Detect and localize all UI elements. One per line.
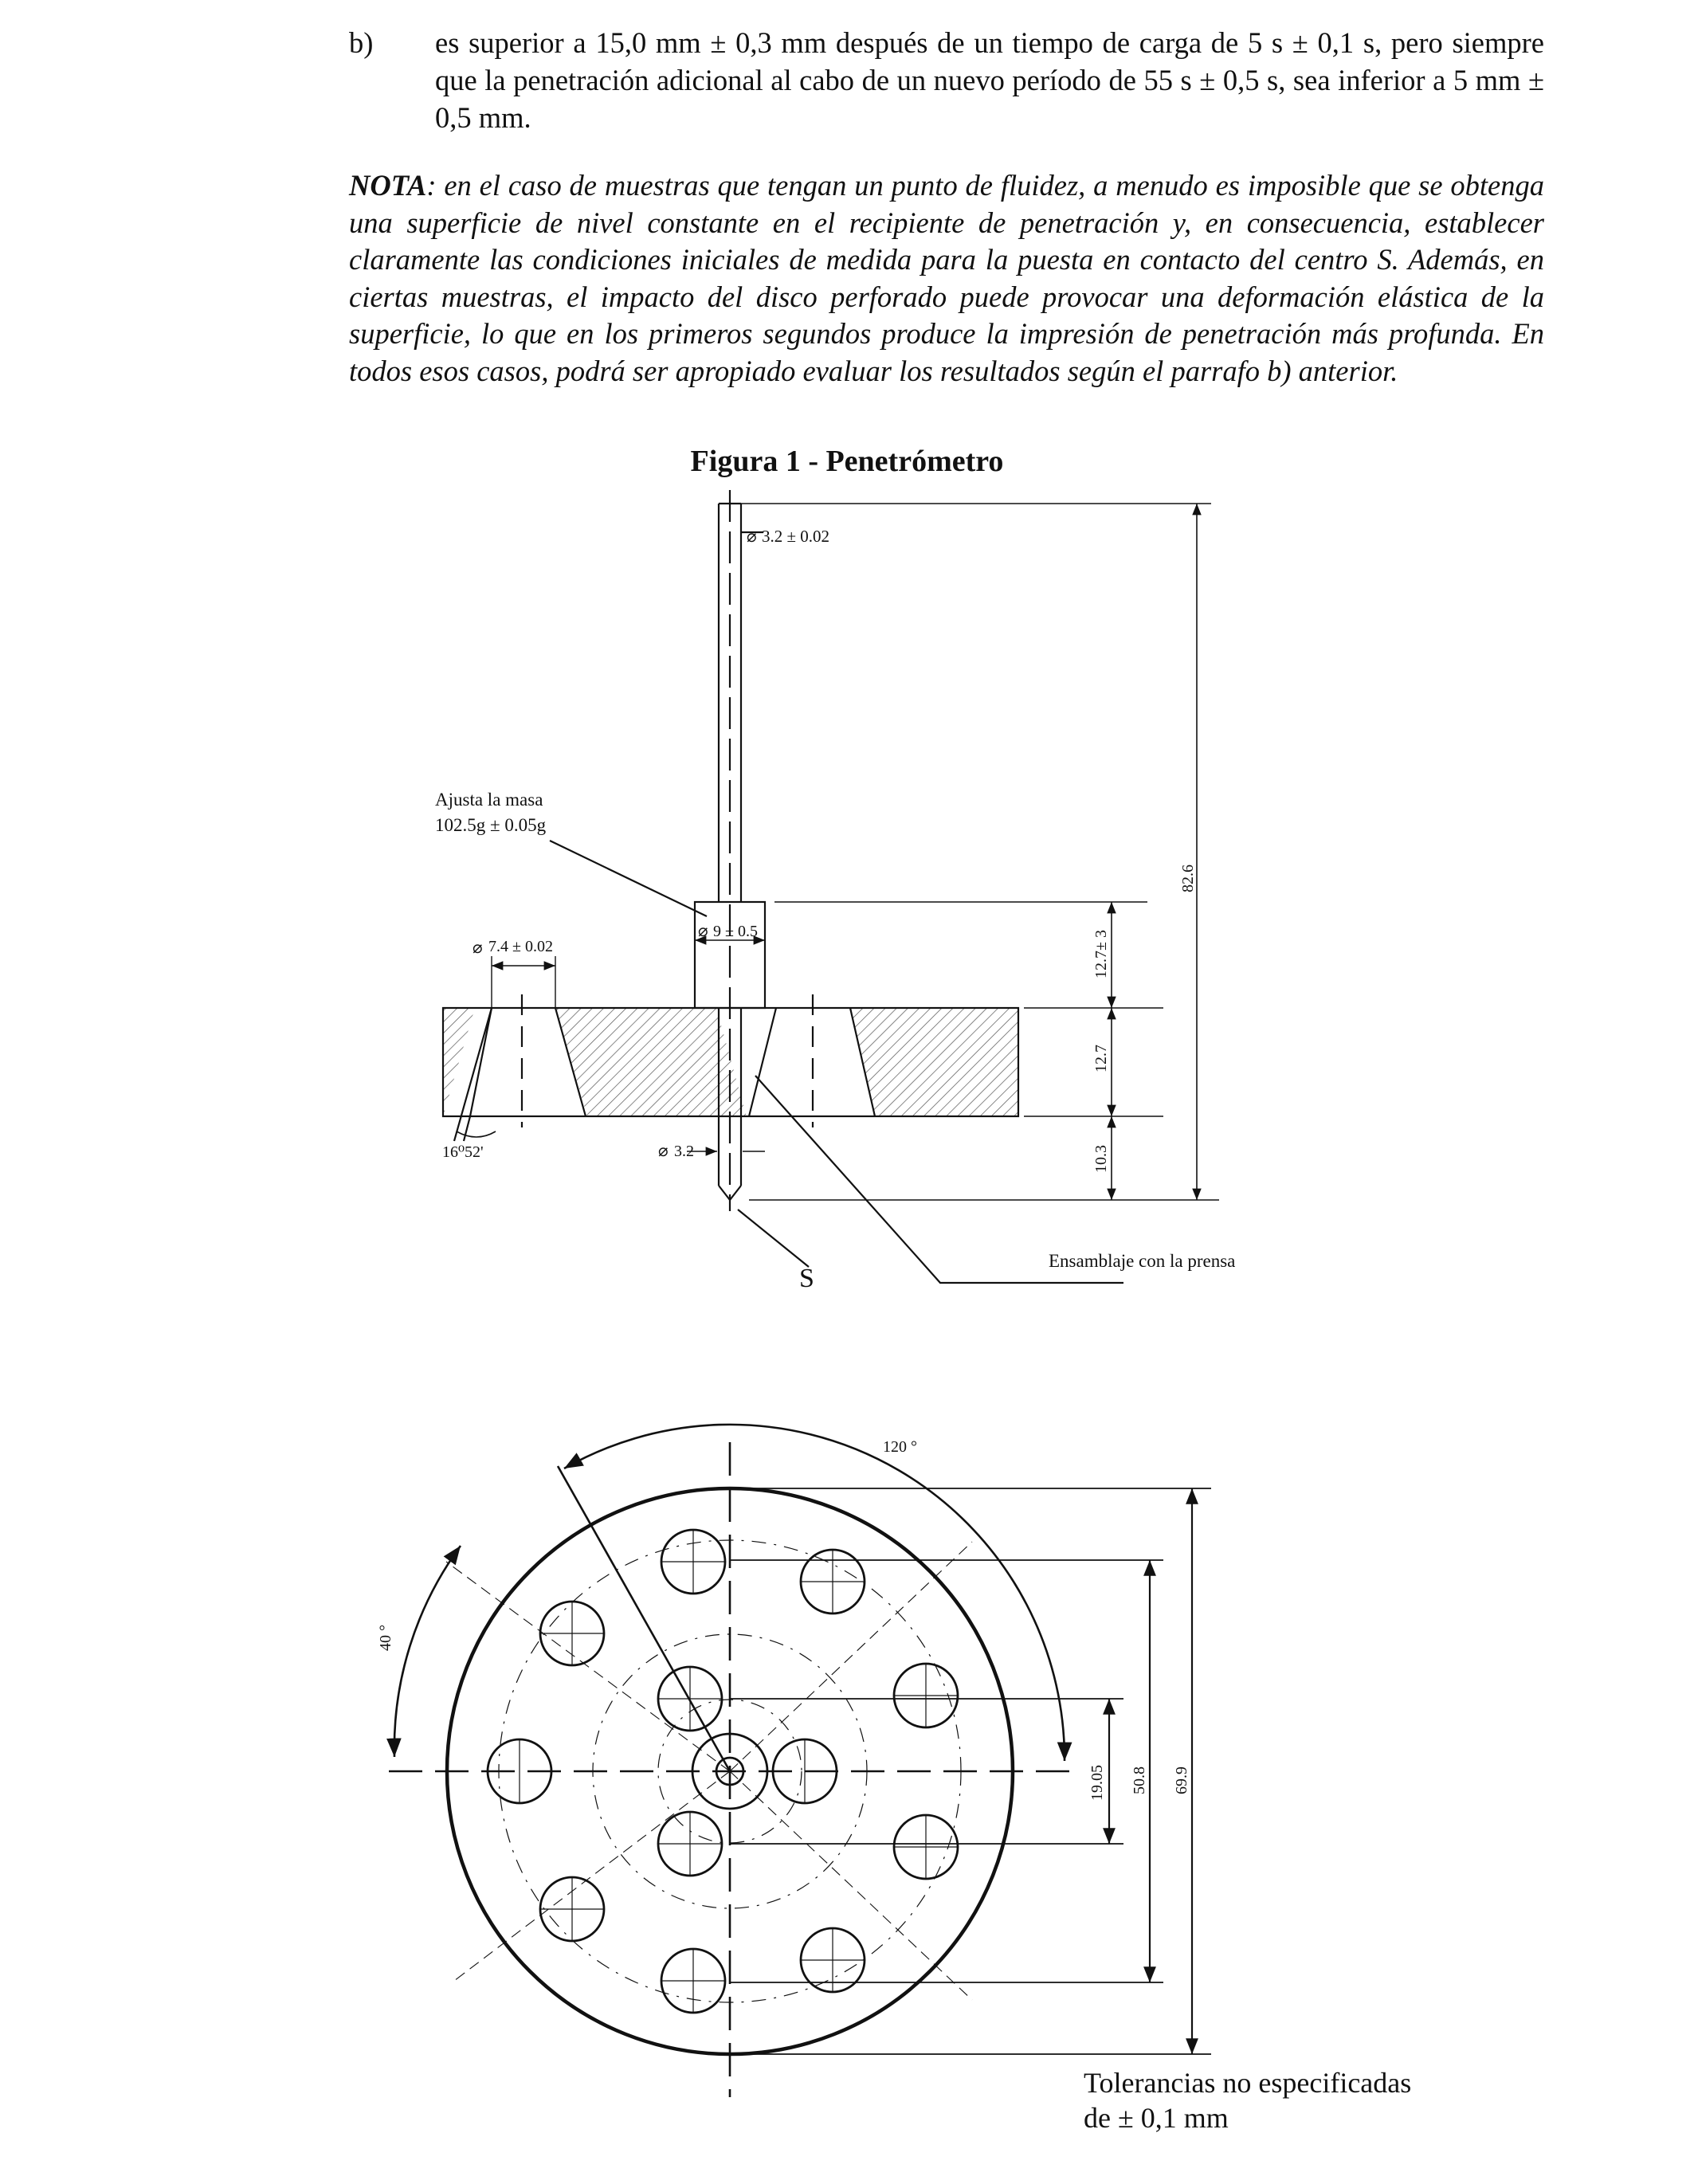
tolerance-note-line2: de ± 0,1 mm	[1084, 2102, 1229, 2134]
angle-120-label: 120 °	[883, 1438, 917, 1456]
angle-40-label: 40 °	[377, 1625, 394, 1651]
rod-diameter-label: 3.2 ± 0.02	[762, 527, 830, 546]
diameter-symbol: ⌀	[658, 1141, 669, 1160]
dim-tip-label: 10.3	[1092, 1145, 1110, 1173]
point-leader-line	[738, 1210, 809, 1267]
tolerance-note-line1: Tolerancias no especificadas	[1084, 2067, 1412, 2099]
diameter-symbol: ⌀	[698, 921, 708, 940]
figure-title-text: Figura 1 - Penetrómetro	[690, 445, 1004, 478]
angle-indicator-line	[558, 1466, 730, 1771]
diameter-symbol: ⌀	[473, 938, 483, 957]
diameter-symbol: ⌀	[747, 527, 757, 546]
note-label: NOTA	[349, 169, 427, 202]
angle-120-arc	[564, 1425, 1065, 1761]
mass-label-line1: Ajusta la masa	[435, 790, 543, 810]
mass-label-line2: 102.5g ± 0.05g	[435, 815, 547, 835]
dim-outer-label: 69.9	[1173, 1766, 1190, 1794]
side-view-labels	[435, 527, 1235, 1293]
list-marker: b)	[349, 26, 374, 59]
collar-diameter-label: 9 ± 0.5	[713, 923, 758, 940]
dim-disc-label: 12.7	[1092, 1045, 1110, 1072]
dim-inner-label: 19.05	[1088, 1765, 1106, 1801]
assembly-label: Ensamblaje con la prensa	[1049, 1251, 1236, 1271]
dim-total-label: 82.6	[1179, 865, 1197, 892]
top-view	[389, 1425, 1211, 2097]
tip-diameter-label: 3.2	[674, 1143, 694, 1160]
radial-lines	[446, 1542, 972, 2000]
list-item-text: es superior a 15,0 mm ± 0,3 mm después de un tiempo de carga de 5 s ± 0,1 s, pero siempre que la penetración adicional al cabo de un nuevo período de 55 s ± 0,5 s, sea inferior a 5 mm ± 0,5 mm.	[435, 26, 1544, 134]
dim-middle-label: 50.8	[1131, 1766, 1148, 1794]
point-s-label: S	[799, 1264, 814, 1293]
tolerance-note	[1084, 2065, 1594, 2135]
angle-label: 16⁰52'	[442, 1143, 484, 1161]
hole-diameter-label: 7.4 ± 0.02	[488, 938, 553, 955]
dim-collar-label: 12.7± 3	[1092, 930, 1110, 978]
mass-leader-line	[550, 841, 707, 916]
note-text: : en el caso de muestras que tengan un punto de fluidez, a menudo es imposible que se obtenga una superficie de nivel constante en el recipiente de penetración y, en consecuencia, establecer claramente las condiciones iniciales de medida para la puesta en contacto del centro S. Además, en ciertas muestras, el impacto del disco perforado puede provocar una deformación elástica de la superficie, lo que en los primeros segundos produce la impresión de penetración más profunda. En todos esos casos, podrá ser apropiado evaluar los resultados según el parrafo b) anterior.	[349, 169, 1544, 387]
